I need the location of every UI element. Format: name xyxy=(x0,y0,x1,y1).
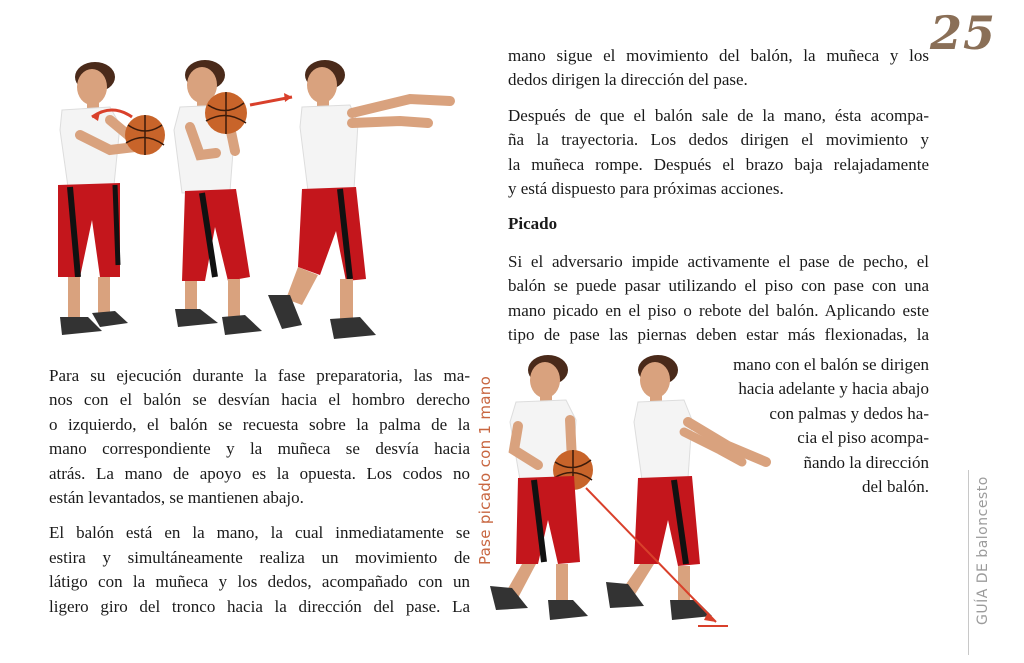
text-line: del balón. xyxy=(861,477,929,497)
text-line: mano sigue el movimiento del balón, la muñeca y los xyxy=(508,46,929,65)
page-number: 25 xyxy=(929,6,996,60)
text-line: látigo con la muñeca y los dedos, acompañado con un xyxy=(49,572,470,592)
picado-paragraph xyxy=(508,250,929,348)
text-line: estira y simultáneamente realiza un movimiento de xyxy=(49,547,470,567)
text-line: la muñeca rompe. Después el brazo baja relajadamente xyxy=(508,154,929,174)
text-line: cia el piso acompa- xyxy=(797,428,929,448)
right-column-text xyxy=(508,44,929,347)
side-rule-divider xyxy=(968,470,969,655)
book-title-label: GUÍA DE baloncesto xyxy=(975,476,991,625)
player-figure-3 xyxy=(268,60,450,339)
text-line: nos con el balón se desvían hacia el hombro derecho xyxy=(49,390,470,410)
text-line: ña la trayectoria. Los dedos dirigen el movimiento y xyxy=(508,130,929,150)
right-paragraph-1 xyxy=(508,44,929,93)
left-column-text xyxy=(49,364,470,630)
right-paragraph-2 xyxy=(508,104,929,202)
player-figure-2 xyxy=(174,60,292,335)
left-paragraph-2 xyxy=(49,521,470,619)
text-line: mano correspondiente y la muñeca se desvía hacia xyxy=(49,439,470,459)
text-line: Después de que el balón sale de la mano, ésta acompa- xyxy=(508,105,929,125)
text-line: balón se puede pasar utilizando el piso con pase con una xyxy=(508,276,929,296)
left-paragraph-1 xyxy=(49,364,470,510)
chest-pass-sequence-figure xyxy=(40,55,470,350)
text-line: Si el adversario impide activamente el pase de pecho, el xyxy=(508,251,929,271)
text-line: o izquierdo, el balón se recuesta sobre la palma de la xyxy=(49,414,470,434)
text-line: hacia adelante y hacia abajo xyxy=(738,379,929,399)
bounce-pass-figure xyxy=(488,350,778,635)
text-line: mano con el balón se dirigen xyxy=(733,355,929,374)
text-line: El balón está en la mano, la cual inmediatamente se xyxy=(49,523,470,543)
player-figure-5 xyxy=(606,355,766,620)
text-line: con palmas y dedos ha- xyxy=(769,403,929,423)
text-line: atrás. La mano de apoyo es la opuesta. Los codos no xyxy=(49,463,470,483)
text-line: Para su ejecución durante la fase preparatoria, las ma- xyxy=(49,366,470,385)
player-figure-4 xyxy=(490,355,593,620)
text-line: tipo de pase las piernas deben estar más flexionadas, la xyxy=(508,325,929,345)
text-line: ligero giro del tronco hacia la dirección del pase. La xyxy=(49,596,470,616)
text-line: dedos dirigen la dirección del pase. xyxy=(508,70,748,90)
player-figure-1 xyxy=(58,62,165,335)
text-line: ñando la dirección xyxy=(803,452,929,472)
section-heading: Picado xyxy=(508,214,558,234)
text-line: y está dispuesto para próximas acciones. xyxy=(508,179,784,199)
figure-caption: Pase picado con 1 mano xyxy=(476,375,494,565)
text-line: están levantados, se mantienen abajo. xyxy=(49,488,304,508)
text-line: mano picado en el piso o rebote del balón. Aplicando este xyxy=(508,300,929,320)
